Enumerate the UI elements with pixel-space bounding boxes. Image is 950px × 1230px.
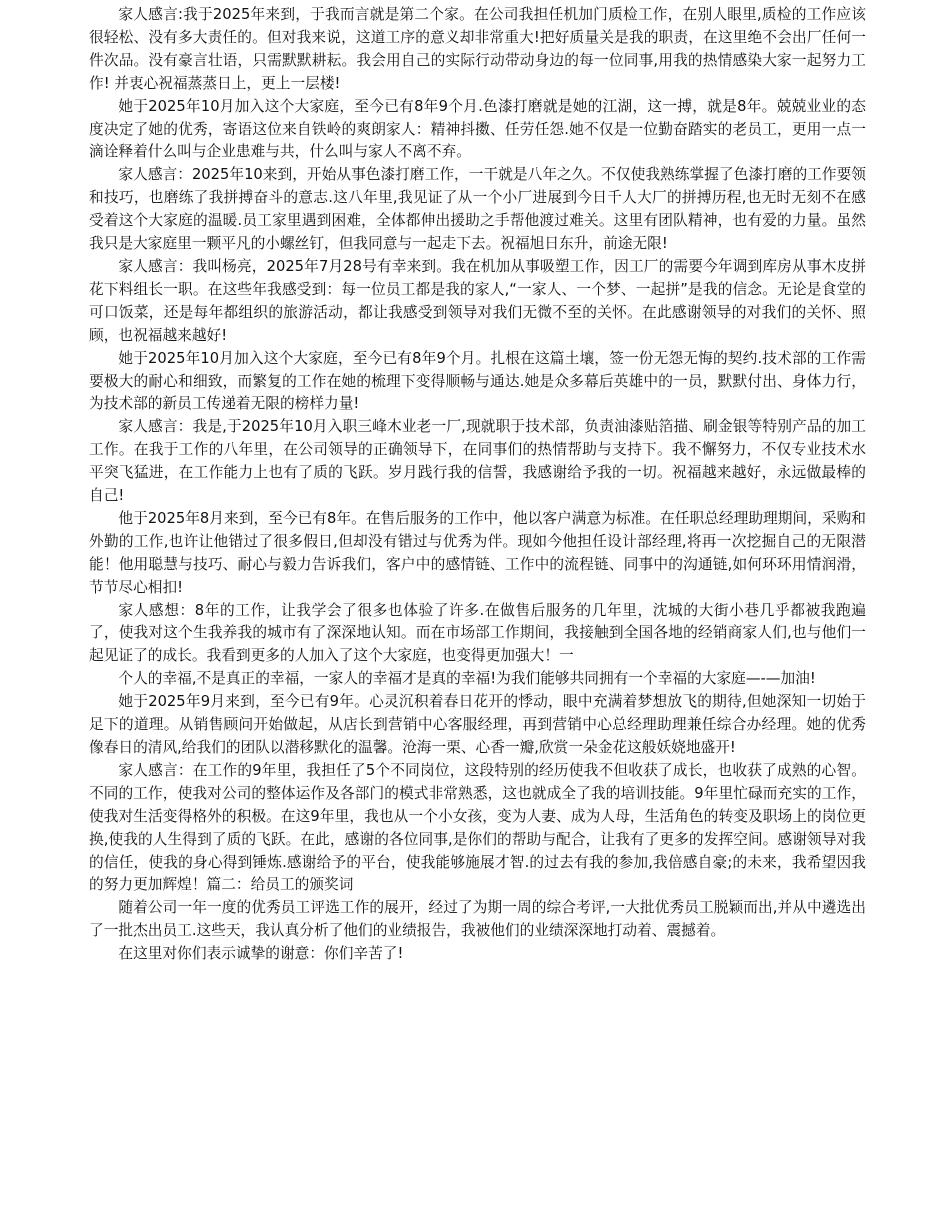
paragraph: 个人的幸福,不是真正的幸福，一家人的幸福才是真的幸福!为我们能够共同拥有一个幸福的大家庭—-—加油!	[118, 670, 816, 688]
paragraph: 她于2025年10月加入这个大家庭，至今已有8年9个月。扎根在这篇土壤，签一份无怨无悔的契约.技术部的工作需要极大的耐心和细致，而繁复的工作在她的梳理下变得顺畅与通达.她是众多幕后英雄中的一员，默默付出、身体力行，为技术部的新员工传递着无限的榜样力量!	[89, 349, 866, 413]
paragraph: 随着公司一年一度的优秀员工评选工作的展开，经过了为期一周的综合考评,一大批优秀员工脱颖而出,并从中遴选出了一批杰出员工.这些天，我认真分析了他们的业绩报告，我被他们的业绩深深地打动着、震撼着。	[89, 899, 866, 940]
paragraph: 家人感想：8年的工作，让我学会了很多也体验了许多.在做售后服务的几年里，沈城的大街小巷几乎都被我跑遍了，使我对这个生我养我的城市有了深深地认知。而在市场部工作期间，我接触到全国各地的经销商家人们,也与他们一起见证了的成长。我看到更多的人加入了这个大家庭，也变得更加强大！一	[89, 601, 866, 665]
paragraph: 家人感言：2025年10来到，开始从事色漆打磨工作，一干就是八年之久。不仅使我熟练掌握了色漆打磨的工作要领和技巧，也磨练了我拼搏奋斗的意志.这八年里,我见证了从一个小厂进展到今日千人大厂的拼搏历程,也无时无刻不在感受着这个大家庭的温暖.员工家里遇到困难，全体都伸出援助之手帮他渡过难关。这里有团队精神，也有爱的力量。虽然我只是大家庭里一颗平凡的小螺丝钉，但我同意与一起走下去。祝福旭日东升，前途无限!	[89, 166, 866, 253]
paragraph: 她于2025年9月来到，至今已有9年。心灵沉积着春日花开的悸动，眼中充满着梦想放飞的期待,但她深知一切始于足下的道理。从销售顾问开始做起，从店长到营销中心客服经理，再到营销中心总经理助理兼任综合办经理。她的优秀像春日的清风,给我们的团队以潜移默化的温馨。沧海一栗、心香一瓣,欣赏一朵金花这般妖娆地盛开!	[89, 693, 866, 756]
paragraph: 家人感言：我叫杨亮，2025年7月28号有幸来到。我在机加从事吸塑工作，因工厂的需要今年调到库房从事木皮拼花下料组长一职。在这些年我感受到：每一位员工都是我的家人,“一家人、一个梦、一起拼”是我的信念。无论是食堂的可口饭菜，还是每年都组织的旅游活动，都让我感受到领导对我们无微不至的关怀。在此感谢领导的对我们的关怀、照顾，也祝福越来越好!	[89, 257, 866, 344]
paragraph: 他于2025年8月来到，至今已有8年。在售后服务的工作中，他以客户满意为标准。在任职总经理助理期间，采购和外勤的工作,也许让他错过了很多假日,但却没有错过与优秀为伴。现如今他担任设计部经理,将再一次挖掘自己的无限潜能！他用聪慧与技巧、耐心与毅力告诉我们，客户中的感情链、工作中的流程链、同事中的沟通链,如何环环用情润滑，节节尽心相扣!	[89, 509, 866, 596]
paragraph: 在这里对你们表示诚挚的谢意：你们辛苦了!	[118, 945, 404, 963]
paragraph: 家人感言：在工作的9年里，我担任了5个不同岗位，这段特别的经历使我不但收获了成长，也收获了成熟的心智。不同的工作，使我对公司的整体运作及各部门的模式非常熟悉，这也就成全了我的培训技能。9年里忙碌而充实的工作，使我对生活变得格外的积极。在这9年里，我也从一个小女孩，变为人妻、成为人母，生活角色的转变及职场上的岗位更换,使我的人生得到了质的飞跃。在此，感谢的各位同事,是你们的帮助与配合，让我有了更多的发挥空间。感谢领导对我的信任，使我的身心得到锤炼.感谢给予的平台，使我能够施展才智.的过去有我的参加,我倍感自豪;的未来，我希望因我的努力更加辉煌！篇二：给员工的颁奖词	[89, 761, 866, 894]
paragraph: 家人感言：我是,于2025年10月入职三峰木业老一厂,现就职于技术部，负责油漆贴箔描、刷金银等特别产品的加工工作。在我于工作的八年里，在公司领导的正确领导下，在同事们的热情帮助与支持下。我不懈努力，不仅专业技术水平突飞猛进，在工作能力上也有了质的飞跃。岁月践行我的信誓，我感谢给予我的一切。祝福越来越好，永远做最棒的自己!	[89, 418, 866, 505]
paragraph: 家人感言:我于2025年来到，于我而言就是第二个家。在公司我担任机加门质检工作，在别人眼里,质检的工作应该很轻松、没有多大责任的。但对我来说，这道工序的意义却非常重大!把好质量关是我的职责，在这里绝不会出厂任何一件次品。没有豪言壮语，只需默默耕耘。我会用自己的实际行动带动身边的每一位同事,用我的热情感染大家一起努力工作! 并衷心祝福蒸蒸日上，更上一层楼!	[89, 6, 866, 92]
paragraph: 她于2025年10月加入这个大家庭，至今已有8年9个月.色漆打磨就是她的江湖，这一搏，就是8年。兢兢业业的态度决定了她的优秀，寄语这位来自铁岭的爽朗家人：精神抖擞、任劳任怨.她不仅是一位勤奋踏实的老员工，更用一点一滴诠释着什么叫与企业患难与共，什么叫与家人不离不弃。	[89, 97, 866, 161]
